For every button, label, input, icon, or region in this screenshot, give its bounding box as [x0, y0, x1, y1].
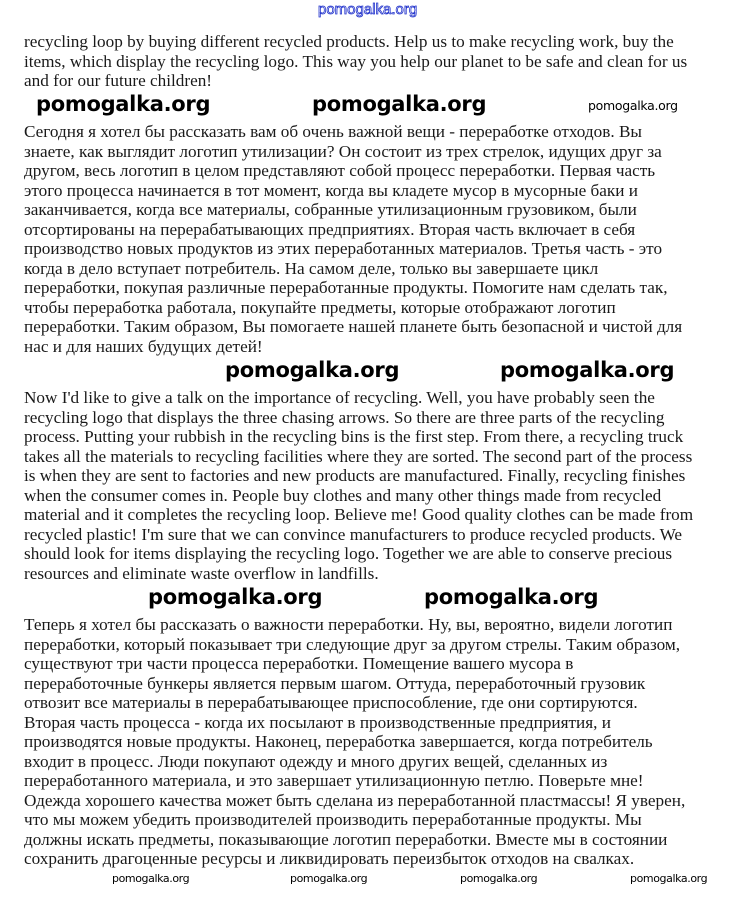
text-line: этого процесса начинается в тот момент, когда вы кладете мусор в мусорные баки и: [24, 180, 638, 200]
watermark: pomogalka.org: [36, 92, 211, 116]
text-line: отсортированы на перерабатывающих предприятиях. Вторая часть включает в себя: [24, 219, 636, 239]
text-line: нас и для наших будущих детей!: [24, 336, 263, 356]
text-line: переработочные бункеры является первым шагом. Оттуда, переработочный грузовик: [24, 673, 646, 693]
text-line: входит в процесс. Люди покупают одежду и много других вещей, сделанных из: [24, 751, 608, 771]
text-line: should look for items displaying the recycling logo. Together we are able to conserve precious: [24, 544, 673, 563]
text-line: переработки. Таким образом, Вы помогаете нашей планете быть безопасной и чистой для: [24, 317, 683, 336]
watermark: pomogalka.org: [290, 872, 368, 885]
text-line: другом, весь логотип в целом представляют собой процесс переработки. Первая часть: [24, 161, 656, 180]
text-line: Одежда хорошего качества может быть сделана из переработанной пластмассы! Я уверен,: [24, 790, 686, 810]
text-line: что мы можем убедить производителей производить переработанные продукты. Мы: [24, 810, 642, 829]
text-line: Now I'd like to give a talk on the importance of recycling. Well, you have probably seen the: [24, 388, 655, 407]
text-line: and for our future children!: [24, 71, 213, 90]
watermark: pomogalka.org: [112, 872, 190, 885]
text-line: переработки, который показывает три следующие друг за другом стрелы. Таким образом,: [24, 634, 681, 654]
text-line: when the consumer comes in. People buy clothes and many other things made from recycled: [24, 485, 662, 505]
text-line: Теперь я хотел бы рассказать о важности переработки. Ну, вы, вероятно, видели логотип: [24, 615, 673, 634]
text-line: когда в дело вступает потребитель. На самом деле, только вы завершаете цикл: [24, 258, 599, 278]
paragraph-english-2: [24, 388, 693, 583]
text-line: заканчивается, когда все материалы, собранные утилизационным грузовиком, были: [24, 200, 637, 219]
text-line: переработки, покупая различные переработанные продукты. Помогите нам сделать так,: [24, 278, 668, 297]
paragraph-russian-2: [24, 615, 685, 869]
text-line: переработанного материала, и это завершает утилизационную петлю. Поверьте мне!: [24, 771, 644, 790]
text-line: чтобы переработка работала, покупайте предметы, которые отображают логотип: [24, 297, 616, 317]
text-line: сохранить драгоценные ресурсы и ликвидировать переизбыток отходов на свалках.: [24, 849, 635, 868]
text-line: resources and eliminate waste overflow in landfills.: [24, 563, 379, 583]
paragraph-english-1: [24, 32, 687, 91]
text-line: отвозит все материалы в перерабатывающее приспособление, где они сортируются.: [24, 693, 638, 712]
watermark: pomogalka.org: [500, 358, 675, 382]
text-line: material and it completes the recycling loop. Believe me! Good quality clothes can be made from: [24, 505, 694, 524]
watermark: pomogalka.org: [424, 585, 599, 609]
watermark: pomogalka.org: [225, 358, 400, 382]
text-line: производство новых продуктов из этих переработанных материалов. Третья часть - это: [24, 239, 663, 258]
watermark: pomogalka.org: [148, 585, 323, 609]
watermark: pomogalka.org: [460, 872, 538, 885]
text-line: recycled plastic! I'm sure that we can convince manufacturers to produce recycled products. We: [24, 524, 683, 544]
text-line: знаете, как выглядит логотип утилизации? Он состоит из трех стрелок, идущих друг за: [24, 141, 662, 161]
text-line: is when they are sent to factories and new products are manufactured. Finally, recycling finishes: [24, 466, 686, 485]
text-line: Сегодня я хотел бы рассказать вам об очень важной вещи - переработке отходов. Вы: [24, 122, 642, 141]
text-line: takes all the materials to recycling facilities where they are sorted. The second part of the process: [24, 446, 693, 466]
text-line: items, which display the recycling logo. This way you help our planet to be safe and clean for us: [24, 51, 688, 71]
watermark: pomogalka.org: [630, 872, 708, 885]
text-line: производятся новые продукты. Наконец, переработка завершается, когда потребитель: [24, 732, 653, 751]
text-line: recycling loop by buying different recycled products. Help us to make recycling work, buy the: [24, 32, 674, 51]
text-line: существуют три части процесса переработки. Помещение вашего мусора в: [24, 654, 574, 673]
text-line: должны искать предметы, показывающие логотип переработки. Вместе мы в состоянии: [24, 829, 668, 849]
text-line: recycling logo that displays the three chasing arrows. So there are three parts of the recycling: [24, 407, 665, 427]
text-line: Вторая часть процесса - когда их посылают в производственные предприятия, и: [24, 712, 611, 732]
watermark-header: pomogalka.org: [318, 1, 418, 18]
paragraph-russian-1: [24, 122, 682, 356]
watermark: pomogalka.org: [588, 98, 678, 113]
watermark: pomogalka.org: [312, 92, 487, 116]
text-line: process. Putting your rubbish in the recycling bins is the first step. From there, a recycling truck: [24, 427, 684, 446]
